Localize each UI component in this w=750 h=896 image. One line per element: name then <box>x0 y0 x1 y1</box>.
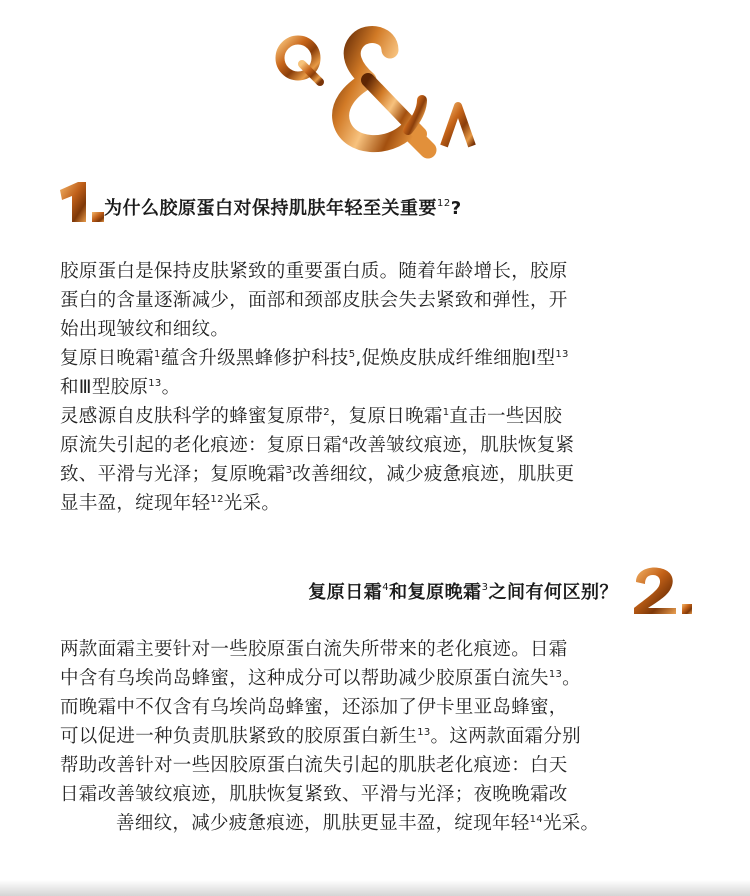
text-fragment: 改善皱纹痕迹，肌肤恢复紧 <box>348 435 575 456</box>
text-fragment: ,促焕皮肤成纤维细胞Ⅰ型 <box>355 348 556 369</box>
answer-2-line-2 <box>60 664 700 693</box>
footnote-ref: 5 <box>348 349 356 360</box>
answer-1-line-8 <box>60 460 700 489</box>
text-fragment: 直击一些因胶 <box>449 406 563 427</box>
text-fragment: ，复原日晚霜 <box>329 406 443 427</box>
footnote-ref: 3 <box>285 465 293 476</box>
text-fragment: 致、平滑与光泽；复原晚霜 <box>60 464 286 485</box>
text-fragment: 。 <box>161 377 181 398</box>
text-fragment: 和复原晚霜 <box>389 582 482 603</box>
question-1-suffix: ? <box>450 198 462 219</box>
footnote-ref: 3 <box>481 582 489 593</box>
bottom-divider <box>0 880 750 896</box>
footnote-ref: 13 <box>148 378 162 389</box>
answer-2-line-5: 帮助改善针对一些因胶原蛋白流失引起的肌肤老化痕迹：白天 <box>60 755 568 776</box>
text-fragment: 光采。 <box>542 813 600 834</box>
logo-letter-q <box>280 40 320 82</box>
answer-1-line-2: 蛋白的含量逐渐减少，面部和颈部皮肤会失去紧致和弹性，开 <box>60 290 568 311</box>
numeral-two <box>632 566 694 616</box>
qa-logo-graphic <box>270 22 485 162</box>
text-fragment: 灵感源自皮肤科学的蜂蜜复原带 <box>60 406 324 427</box>
answer-1-line-3: 始出现皱纹和细纹。 <box>60 319 230 340</box>
text-fragment: 善细纹，减少疲惫痕迹，肌肤更显丰盈，绽现年轻 <box>116 813 530 834</box>
text-fragment: 复原日晚霜 <box>60 348 155 369</box>
text-fragment: 改善细纹，减少疲惫痕迹，肌肤更 <box>292 464 575 485</box>
footnote-ref: 4 <box>382 582 390 593</box>
answer-1-line-9 <box>60 489 700 518</box>
question-1-text: 为什么胶原蛋白对保持肌肤年轻至关重要 <box>104 198 437 219</box>
answer-2-line-3: 而晚霜中不仅含有乌埃尚岛蜂蜜，还添加了伊卡里亚岛蜂蜜， <box>60 697 568 718</box>
footnote-ref: 13 <box>548 669 563 680</box>
answer-2-line-6: 日霜改善皱纹痕迹，肌肤恢复紧致、平滑与光泽；夜晚晚霜改 <box>60 784 568 805</box>
question-1-title <box>104 194 462 220</box>
footnote-ref: 2 <box>323 407 330 418</box>
logo-ampersand <box>341 35 428 150</box>
answer-2-line-4 <box>60 722 700 751</box>
text-fragment: 光采。 <box>223 493 281 514</box>
answer-1 <box>60 257 700 518</box>
text-fragment: 。这两款面霜分别 <box>430 726 581 747</box>
footnote-ref: 1 <box>442 407 450 418</box>
question-1-footnote: 12 <box>437 198 451 209</box>
text-fragment: 可以促进一种负责肌肤紧致的胶原蛋白新生 <box>60 726 418 747</box>
numeral-one <box>58 180 106 224</box>
answer-2 <box>60 635 700 838</box>
answer-1-line-7 <box>60 431 700 460</box>
qa-logo <box>270 22 485 162</box>
text-fragment: 之间有何区别？ <box>488 582 618 603</box>
answer-2-line-1: 两款面霜主要针对一些胶原蛋白流失所带来的老化痕迹。日霜 <box>60 639 568 660</box>
numeral-one-graphic <box>58 180 106 224</box>
text-fragment: 显丰盈，绽现年轻 <box>60 493 211 514</box>
text-fragment: 复原日霜 <box>308 582 383 603</box>
text-fragment: 中含有乌埃尚岛蜂蜜，这种成分可以帮助减少胶原蛋白流失 <box>60 668 549 689</box>
footnote-ref: 1 <box>154 349 161 360</box>
text-fragment: 原流失引起的老化痕迹：复原日霜 <box>60 435 343 456</box>
answer-1-line-1: 胶原蛋白是保持皮肤紧致的重要蛋白质。随着年龄增长，胶原 <box>60 261 568 282</box>
text-fragment: 。 <box>562 668 581 689</box>
footnote-ref: 14 <box>529 814 543 825</box>
question-2-title <box>308 578 618 604</box>
numeral-two-graphic <box>632 566 694 616</box>
answer-2-line-7 <box>60 809 700 838</box>
footnote-ref: 4 <box>342 436 349 447</box>
footnote-ref: 13 <box>417 727 431 738</box>
text-fragment: 和Ⅲ型胶原 <box>60 377 149 398</box>
logo-letter-a <box>444 106 472 146</box>
answer-1-line-5 <box>60 373 700 402</box>
footnote-ref: 13 <box>555 349 569 360</box>
text-fragment: 蕴含升级黑蜂修护科技 <box>160 348 349 369</box>
footnote-ref: 12 <box>210 494 224 505</box>
answer-1-line-6 <box>60 402 700 431</box>
answer-1-line-4 <box>60 344 700 373</box>
